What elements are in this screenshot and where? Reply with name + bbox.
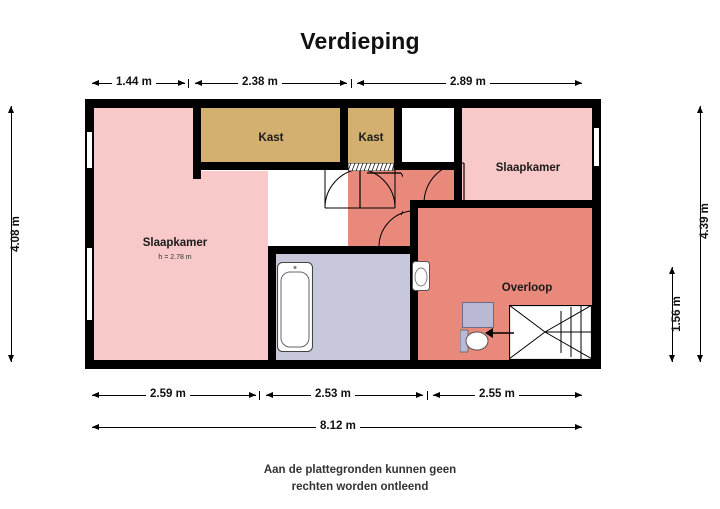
dim-right-lower-label: 1.56 m bbox=[671, 296, 683, 332]
dim-bottom-label-1: 2.59 m bbox=[146, 388, 190, 400]
wall-hall-right bbox=[394, 108, 402, 170]
disclaimer-line-2: rechten worden ontleend bbox=[291, 481, 429, 493]
dim-bottom-tick-2 bbox=[427, 391, 428, 400]
dim-left-label: 4.08 m bbox=[10, 216, 22, 252]
page-title: Verdieping bbox=[300, 28, 420, 54]
window-left-bottom bbox=[86, 247, 93, 321]
dim-bottom-label-2: 2.53 m bbox=[311, 388, 355, 400]
room-fill-slaapkamer-right bbox=[462, 108, 592, 208]
dim-bottom-tick-1 bbox=[259, 391, 260, 400]
wall-bottom bbox=[85, 360, 601, 369]
dim-right-upper-arrow-bottom bbox=[697, 355, 703, 362]
room-fill-slaapkamer-left bbox=[94, 108, 193, 360]
dim-left-arrow-bottom bbox=[8, 355, 14, 362]
staircase bbox=[509, 305, 592, 360]
bathtub-fixture bbox=[277, 262, 313, 352]
wall-bath-left bbox=[268, 246, 276, 360]
vent-kast-small bbox=[348, 163, 394, 171]
dim-top-arrow-1b bbox=[178, 80, 185, 86]
room-label-slaapkamer-left: Slaapkamer bbox=[142, 237, 208, 249]
dim-bottom-arrow-1b bbox=[249, 392, 256, 398]
wall-top bbox=[85, 99, 601, 108]
dim-total-arrow-b bbox=[575, 424, 582, 430]
dim-left-arrow-top bbox=[8, 106, 14, 113]
dim-top-arrow-3b bbox=[575, 80, 582, 86]
disclaimer-text bbox=[0, 462, 720, 496]
dim-bottom-arrow-1a bbox=[92, 392, 99, 398]
dim-right-upper-arrow-top bbox=[697, 106, 703, 113]
dim-bottom-arrow-3a bbox=[433, 392, 440, 398]
room-fill-bedroom-left-ext bbox=[193, 171, 268, 360]
disclaimer-line-1: Aan de plattegronden kunnen geen bbox=[263, 464, 457, 476]
wall-kast-divider bbox=[340, 108, 348, 170]
dim-bottom-label-3: 2.55 m bbox=[475, 388, 519, 400]
room-sub-slaapkamer-left: h = 2.78 m bbox=[158, 254, 192, 261]
dim-bottom-arrow-2a bbox=[266, 392, 273, 398]
room-label-kast-small: Kast bbox=[358, 132, 384, 144]
window-right-top bbox=[593, 127, 600, 167]
window-left-top bbox=[86, 131, 93, 169]
dim-total-arrow-a bbox=[92, 424, 99, 430]
room-label-slaapkamer-right: Slaapkamer bbox=[495, 162, 561, 174]
dim-top-label-1: 1.44 m bbox=[112, 76, 156, 88]
room-label-overloop: Overloop bbox=[501, 282, 553, 294]
dim-bottom-arrow-3b bbox=[575, 392, 582, 398]
dim-top-label-2: 2.38 m bbox=[238, 76, 282, 88]
washbasin-fixture bbox=[412, 261, 430, 291]
dim-top-tick-1 bbox=[188, 79, 189, 88]
door-slaapkamer-right bbox=[422, 161, 466, 205]
door-slaapkamer-left bbox=[359, 171, 403, 217]
dim-right-upper-label: 4.39 m bbox=[699, 203, 711, 239]
dim-bottom-arrow-2b bbox=[416, 392, 423, 398]
dim-total-label: 8.12 m bbox=[316, 420, 360, 432]
room-label-kast-large: Kast bbox=[258, 132, 284, 144]
dim-top-arrow-2a bbox=[195, 80, 202, 86]
dim-top-tick-2 bbox=[351, 79, 352, 88]
dim-right-lower-arrow-top bbox=[669, 267, 675, 274]
dim-top-arrow-3a bbox=[357, 80, 364, 86]
dim-right-lower-arrow-bottom bbox=[669, 355, 675, 362]
dim-top-arrow-1a bbox=[92, 80, 99, 86]
floorplan-drawing bbox=[85, 99, 601, 369]
wall-bedroom-r-bottom bbox=[462, 200, 592, 208]
dim-top-arrow-2b bbox=[340, 80, 347, 86]
dim-top-label-3: 2.89 m bbox=[446, 76, 490, 88]
stair-direction-arrow bbox=[485, 325, 515, 341]
